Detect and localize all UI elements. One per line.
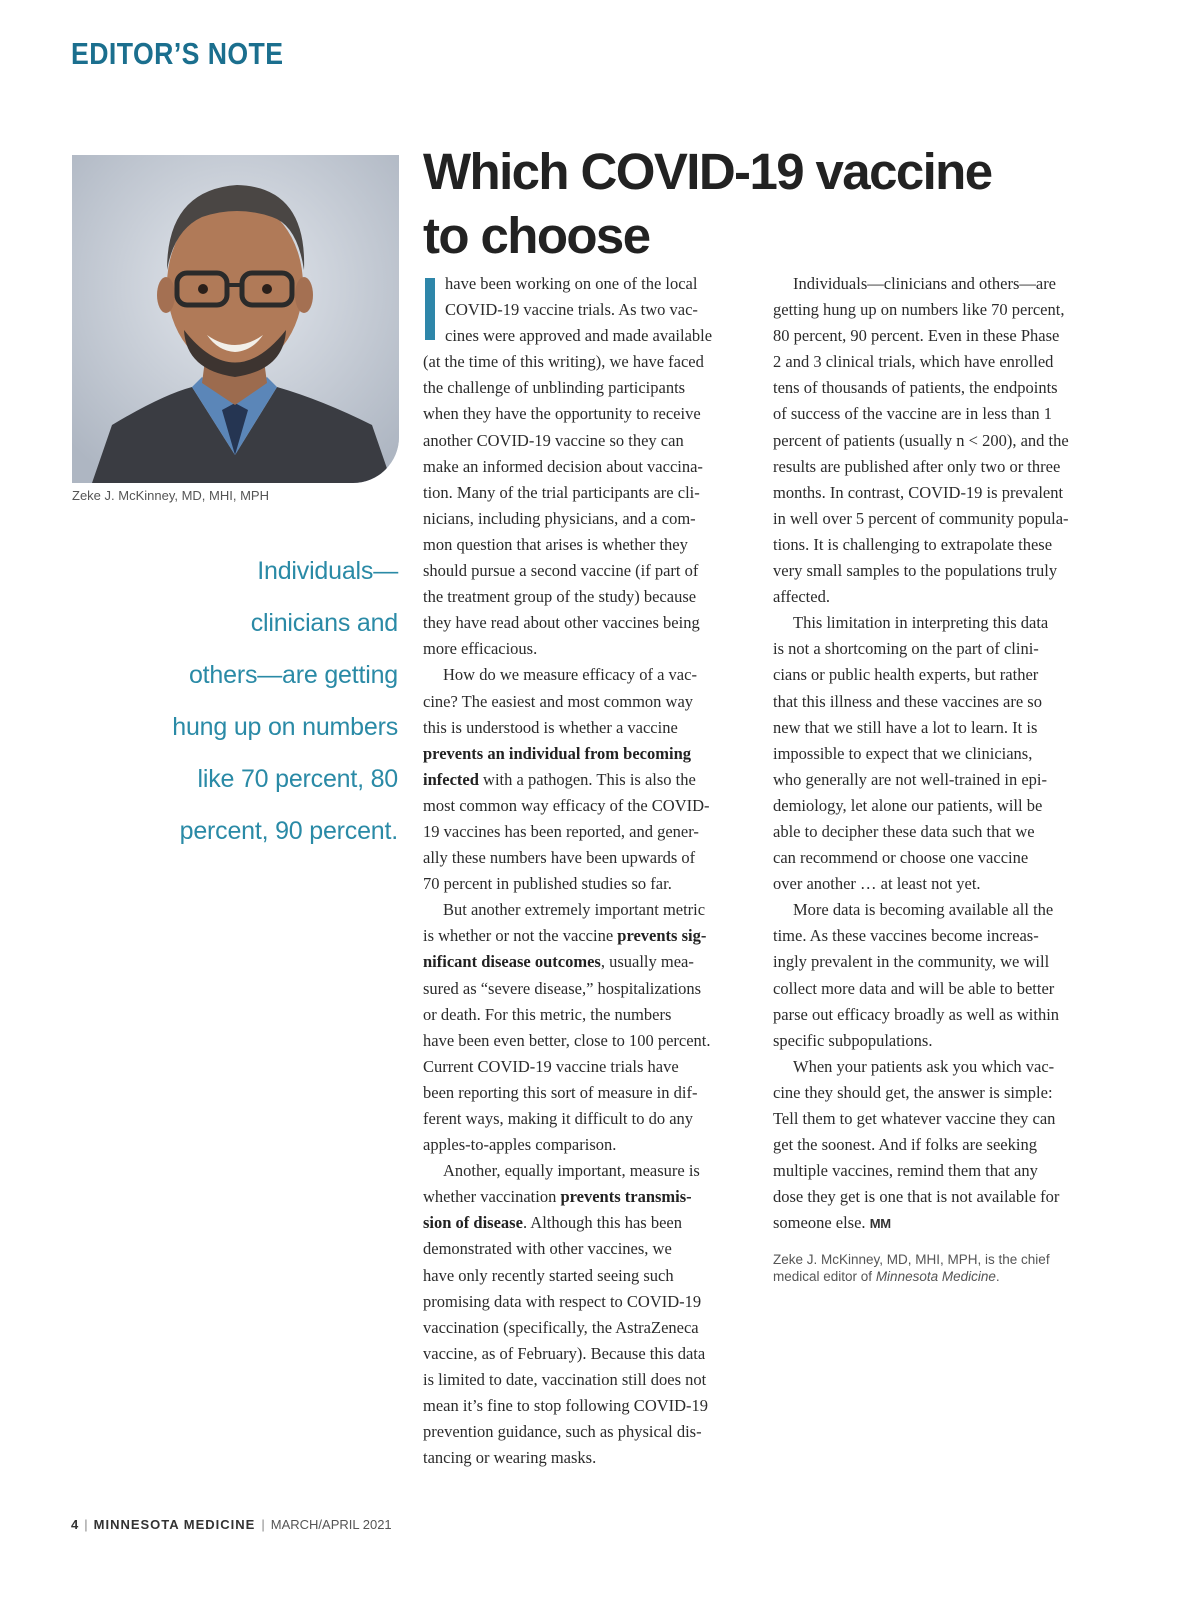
article-line	[773, 1080, 1103, 1106]
text-run: This limitation in interpreting this data	[793, 613, 1049, 633]
article-line	[423, 1263, 751, 1289]
article-line	[423, 689, 751, 715]
article-line	[773, 1054, 1103, 1080]
article-line	[423, 401, 751, 427]
text-run: very small samples to the populations truly	[773, 561, 1058, 581]
article-line	[773, 1002, 1103, 1028]
text-run: time. As these vaccines become increas-	[773, 926, 1039, 946]
article-line	[423, 1210, 751, 1236]
article-line	[423, 480, 751, 506]
bold-text: infected	[423, 769, 479, 789]
article-column-right	[773, 271, 1103, 1236]
text-run: , usually mea-	[600, 952, 694, 972]
footer-divider: |	[84, 1517, 88, 1532]
bold-text: prevents sig-	[617, 926, 707, 946]
article-line	[423, 871, 751, 897]
publication-title: MINNESOTA MEDICINE	[93, 1517, 256, 1532]
article-line	[773, 1106, 1103, 1132]
article-line	[423, 1184, 751, 1210]
text-run: ferent ways, making it difficult to do any	[423, 1109, 694, 1128]
bio-line: Zeke J. McKinney, MD, MHI, MPH, is the chief	[773, 1252, 1050, 1267]
article-line	[423, 1028, 751, 1054]
article-line	[423, 636, 751, 662]
article-line	[423, 741, 751, 767]
bold-text: nificant disease outcomes	[423, 952, 601, 972]
article-line	[423, 1445, 751, 1471]
text-run: have been working on one of the local	[445, 274, 698, 293]
text-run: been reporting this sort of measure in dif-	[423, 1082, 698, 1102]
article-line	[773, 923, 1103, 949]
pull-quote-line: like 70 percent, 80	[197, 765, 398, 793]
pull-quote-line: percent, 90 percent.	[179, 817, 398, 845]
text-run: sured as “severe disease,” hospitalizations	[423, 978, 702, 998]
article-line	[773, 271, 1103, 297]
article-line	[423, 1393, 751, 1419]
text-run: demonstrated with other vaccines, we	[423, 1239, 672, 1259]
article-line	[773, 741, 1103, 767]
section-label: EDITOR’S NOTE	[71, 36, 284, 71]
bold-text: sion of disease	[423, 1213, 523, 1233]
bold-text: prevents transmis-	[560, 1187, 692, 1207]
text-run: mon question that arises is whether they	[423, 534, 688, 554]
text-run: collect more data and will be able to better	[773, 978, 1055, 998]
article-line	[773, 454, 1103, 480]
text-run: COVID-19 vaccine trials. As two vac-	[445, 300, 698, 320]
page-footer	[71, 1517, 392, 1532]
text-run: of success of the vaccine are in less than 1	[773, 404, 1053, 424]
article-line	[773, 1028, 1103, 1054]
text-run: should pursue a second vaccine (if part of	[423, 561, 699, 581]
bio-text: medical editor of	[773, 1269, 876, 1284]
article-line	[423, 767, 751, 793]
article-line	[423, 558, 751, 584]
article-line	[773, 897, 1103, 923]
text-run: when they have the opportunity to receive	[423, 404, 701, 424]
article-line	[773, 558, 1103, 584]
text-run: have only recently started seeing such	[423, 1265, 674, 1285]
article-line	[773, 767, 1103, 793]
text-run: tion. Many of the trial participants are cli-	[423, 482, 700, 502]
text-run: How do we measure efficacy of a vac-	[443, 665, 697, 685]
article-line	[423, 1289, 751, 1315]
text-run: affected.	[773, 587, 830, 607]
article-line	[773, 1184, 1103, 1210]
photo-caption: Zeke J. McKinney, MD, MHI, MPH	[72, 488, 269, 503]
text-run: new that we still have a lot to learn. It is	[773, 717, 1038, 737]
article-line	[423, 454, 751, 480]
article-line	[773, 584, 1103, 610]
article-line	[773, 323, 1103, 349]
article-line	[423, 793, 751, 819]
article-line	[423, 428, 751, 454]
text-run: Individuals—clinicians and others—are	[793, 274, 1057, 293]
article-line	[773, 793, 1103, 819]
text-run: with a pathogen. This is also the	[478, 769, 696, 789]
article-line	[773, 480, 1103, 506]
page-number: 4	[71, 1517, 79, 1532]
article-line	[423, 1002, 751, 1028]
text-run: When your patients ask you which vac-	[793, 1056, 1055, 1076]
text-run: cines were approved and made available	[445, 326, 713, 346]
text-run: mean it’s fine to stop following COVID-19	[423, 1396, 709, 1416]
text-run: over another … at least not yet.	[773, 874, 981, 894]
text-run: vaccine, as of February). Because this data	[423, 1343, 706, 1363]
text-run: cians or public health experts, but rather	[773, 665, 1039, 685]
text-run: (at the time of this writing), we have faced	[423, 352, 704, 372]
article-line	[423, 375, 751, 401]
headline-line: to choose	[423, 207, 650, 264]
end-mark: MM	[869, 1216, 891, 1232]
article-line	[423, 1132, 751, 1158]
text-run: multiple vaccines, remind them that any	[773, 1161, 1038, 1181]
pull-quote-line: others—are getting	[188, 661, 398, 689]
article-line	[773, 949, 1103, 975]
article-line	[773, 871, 1103, 897]
article-line	[423, 271, 751, 297]
article-column-left	[423, 271, 751, 1471]
bio-text: .	[995, 1269, 1000, 1284]
text-run: cine they should get, the answer is simple:	[773, 1082, 1053, 1102]
article-line	[773, 506, 1103, 532]
article-line	[423, 584, 751, 610]
text-run: Current COVID-19 vaccine trials have	[423, 1056, 679, 1076]
text-run: they have read about other vaccines being	[423, 613, 700, 633]
text-run: make an informed decision about vaccina-	[423, 456, 703, 476]
text-run: the treatment group of the study) because	[423, 587, 697, 607]
headline	[423, 140, 1143, 268]
text-run: who generally are not well-trained in epi-	[773, 769, 1047, 789]
article-line	[773, 662, 1103, 688]
text-run: in well over 5 percent of community popula-	[773, 508, 1069, 528]
author-portrait-image	[72, 155, 399, 483]
article-line	[423, 323, 751, 349]
bold-text: prevents an individual from becoming	[423, 743, 692, 763]
text-run: 2 and 3 clinical trials, which have enrolled	[773, 352, 1054, 372]
text-run: tens of thousands of patients, the endpoints	[773, 378, 1058, 398]
text-run: parse out efficacy broadly as well as within	[773, 1004, 1060, 1024]
text-run: is limited to date, vaccination still does not	[423, 1369, 707, 1389]
article-line	[423, 1158, 751, 1184]
article-line	[423, 532, 751, 558]
text-run: that this illness and these vaccines are so	[773, 691, 1042, 711]
text-run: 70 percent in published studies so far.	[423, 874, 672, 894]
article-line	[423, 1419, 751, 1445]
author-photo	[72, 155, 399, 483]
text-run: ingly prevalent in the community, we will	[773, 952, 1050, 972]
article-line	[773, 636, 1103, 662]
article-line	[773, 610, 1103, 636]
article-line	[423, 1315, 751, 1341]
text-run: or death. For this metric, the numbers	[423, 1004, 672, 1024]
text-run: someone else.	[773, 1213, 870, 1233]
text-run: promising data with respect to COVID-19	[423, 1291, 702, 1311]
text-run: get the soonest. And if folks are seeking	[773, 1135, 1037, 1155]
text-run: tions. It is challenging to extrapolate these	[773, 534, 1053, 554]
headline-line: Which COVID-19 vaccine	[423, 143, 992, 200]
article-line	[423, 1054, 751, 1080]
article-line	[423, 949, 751, 975]
text-run: most common way efficacy of the COVID-	[423, 795, 710, 815]
text-run: cine? The easiest and most common way	[423, 691, 694, 711]
pull-quote-line: Individuals—	[257, 557, 398, 585]
text-run: dose they get is one that is not available for	[773, 1187, 1060, 1207]
article-line	[423, 845, 751, 871]
article-line	[423, 923, 751, 949]
text-run: apples-to-apples comparison.	[423, 1135, 617, 1155]
text-run: specific subpopulations.	[773, 1030, 933, 1050]
footer-divider: |	[261, 1517, 265, 1532]
article-line	[423, 1367, 751, 1393]
text-run: impossible to expect that we clinicians,	[773, 743, 1033, 763]
article-line	[773, 1132, 1103, 1158]
text-run: 19 vaccines has been reported, and gener-	[423, 821, 699, 841]
text-run: have been even better, close to 100 percent.	[423, 1030, 711, 1050]
text-run: more efficacious.	[423, 639, 538, 659]
text-run: is not a shortcoming on the part of clini-	[773, 639, 1039, 659]
article-line	[773, 297, 1103, 323]
article-line	[773, 845, 1103, 871]
text-run: another COVID-19 vaccine so they can	[423, 430, 684, 450]
issue-date: MARCH/APRIL 2021	[270, 1517, 392, 1532]
text-run: is whether or not the vaccine	[423, 926, 618, 946]
article-line	[773, 689, 1103, 715]
article-line	[773, 428, 1103, 454]
article-line	[773, 976, 1103, 1002]
text-run: More data is becoming available all the	[793, 900, 1054, 920]
text-run: can recommend or choose one vaccine	[773, 848, 1029, 868]
text-run: tancing or wearing masks.	[423, 1448, 597, 1468]
text-run: nicians, including physicians, and a com-	[423, 508, 696, 528]
text-run: . Although this has been	[522, 1213, 682, 1233]
text-run: the challenge of unblinding participants	[423, 378, 686, 398]
pull-quote-line: hung up on numbers	[172, 713, 398, 741]
article-line	[423, 819, 751, 845]
text-run: Tell them to get whatever vaccine they can	[773, 1109, 1056, 1128]
text-run: results are published after only two or three	[773, 456, 1061, 476]
article-line	[423, 715, 751, 741]
article-line	[423, 506, 751, 532]
article-line	[773, 819, 1103, 845]
text-run: months. In contrast, COVID-19 is prevalent	[773, 482, 1064, 502]
article-line	[423, 349, 751, 375]
pull-quote-line: clinicians and	[250, 609, 398, 637]
article-line	[773, 401, 1103, 427]
publication-name: Minnesota Medicine	[875, 1269, 996, 1284]
article-line	[423, 662, 751, 688]
article-line	[423, 976, 751, 1002]
article-line	[423, 610, 751, 636]
article-line	[773, 349, 1103, 375]
article-line	[773, 1210, 1103, 1236]
text-run: prevention guidance, such as physical dis-	[423, 1422, 702, 1442]
article-line	[423, 1106, 751, 1132]
text-run: 80 percent, 90 percent. Even in these Phase	[773, 326, 1060, 346]
text-run: Another, equally important, measure is	[443, 1161, 700, 1181]
text-run: able to decipher these data such that we	[773, 821, 1035, 841]
article-line	[423, 1341, 751, 1367]
article-line	[423, 297, 751, 323]
text-run: this is understood is whether a vaccine	[423, 717, 678, 737]
text-run: vaccination (specifically, the AstraZeneca	[423, 1317, 699, 1337]
text-run: ally these numbers have been upwards of	[423, 848, 696, 868]
article-line	[773, 715, 1103, 741]
pull-quote	[140, 545, 398, 857]
text-run: percent of patients (usually n < 200), and the	[773, 430, 1069, 450]
article-line	[773, 1158, 1103, 1184]
article-line	[423, 1080, 751, 1106]
author-bio	[773, 1251, 1103, 1285]
article-line	[773, 375, 1103, 401]
text-run: getting hung up on numbers like 70 percent,	[773, 300, 1065, 320]
text-run: demiology, let alone our patients, will be	[773, 795, 1043, 815]
article-line	[773, 532, 1103, 558]
article-line	[423, 897, 751, 923]
article-line	[423, 1236, 751, 1262]
text-run: But another extremely important metric	[443, 900, 706, 920]
bio-line	[773, 1268, 1103, 1285]
text-run: whether vaccination	[423, 1187, 561, 1207]
